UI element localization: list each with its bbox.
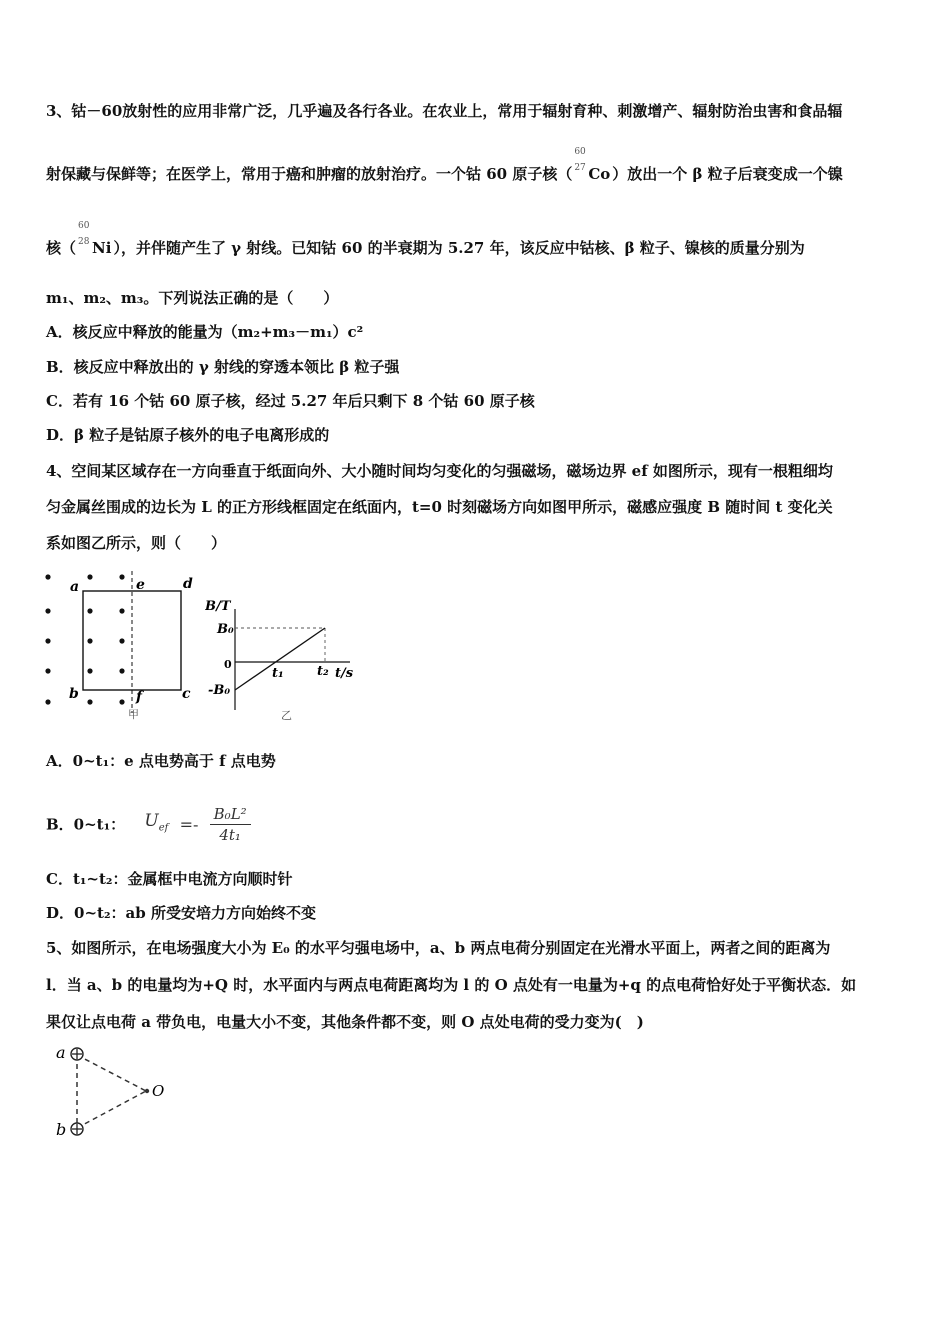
- label-b: b: [69, 686, 79, 702]
- field-dot: [87, 608, 92, 613]
- cobalt-mass-number: 60: [574, 147, 586, 157]
- q4-line-3: 系如图乙所示，则（ ）: [46, 534, 227, 552]
- y-axis-label: B/T: [205, 599, 231, 614]
- q4-option-b-lhs: [144, 806, 168, 843]
- q4-option-b-label: B．0~t₁：: [46, 815, 126, 834]
- field-dot: [119, 668, 124, 673]
- field-dot: [45, 608, 50, 613]
- field-dot: [45, 699, 50, 704]
- nickel-symbol: Ni: [92, 239, 112, 257]
- field-dot: [87, 638, 92, 643]
- t1-label: t₁: [272, 666, 284, 681]
- q4-line-1: 4、空间某区域存在一方向垂直于纸面向外、大小随时间均匀变化的匀强磁场，磁场边界 ef 如图所示，现有一根粗细均: [46, 462, 833, 480]
- q5-line-3: 果仅让点电荷 a 带负电，电量大小不变，其他条件都不变，则 O 点处电荷的受力变为( ): [46, 1013, 644, 1031]
- q3-option-c: C．若有 16 个钴 60 原子核，经过 5.27 年后只剩下 8 个钴 60 原子核: [46, 392, 535, 410]
- q4-option-c: C．t₁~t₂：金属框中电流方向顺时针: [46, 870, 293, 888]
- cobalt-atomic-number: 27: [574, 163, 586, 173]
- field-dots: [45, 574, 124, 704]
- field-dot: [119, 574, 124, 579]
- q5-line-2: l．当 a、b 的电量均为+Q 时，水平面内与两点电荷距离均为 l 的 O 点处有一电量为+q 的点电荷恰好处于平衡状态．如: [46, 976, 857, 994]
- field-dot: [87, 574, 92, 579]
- q4-option-d: D．0~t₂：ab 所受安培力方向始终不变: [46, 904, 316, 922]
- q3-line-4: m₁、m₂、m₃。下列说法正确的是（ ）: [46, 289, 339, 307]
- label-o: O: [152, 1082, 165, 1100]
- q3-line-2-a: 射保藏与保鲜等；在医学上，常用于癌和肿瘤的放射治疗。一个钴 60 原子核（: [46, 165, 573, 183]
- u-symbol: U: [144, 810, 159, 831]
- label-f: f: [136, 689, 143, 705]
- figure-jia: [36, 565, 206, 725]
- figure-yi: [205, 595, 365, 725]
- q3-line-3-b: ），并伴随产生了 γ 射线。已知钴 60 的半衰期为 5.27 年，该反应中钴核、β 粒子、镍核的质量分别为: [113, 239, 805, 257]
- q3-line-1: 3、钴－60放射性的应用非常广泛，几乎遍及各行各业。在农业上，常用于辐射育种、刺激增产、辐射防治虫害和食品辐: [46, 102, 843, 120]
- label-a: a: [70, 579, 80, 595]
- q4-option-a: A．0~t₁：e 点电势高于 f 点电势: [46, 752, 276, 770]
- caption-yi: 乙: [281, 709, 292, 722]
- q5-line-1: 5、如图所示，在电场强度大小为 E₀ 的水平匀强电场中，a、b 两点电荷分别固定在光滑水平面上，两者之间的距离为: [46, 939, 831, 957]
- label-e: e: [136, 577, 145, 593]
- q4-option-b: [46, 804, 251, 845]
- field-dot: [119, 638, 124, 643]
- q4-line-2: 匀金属丝围成的边长为 L 的正方形线框固定在纸面内，t=0 时刻磁场方向如图甲所示，磁感应强度 B 随时间 t 变化关: [46, 498, 833, 516]
- field-dot: [87, 668, 92, 673]
- zero-label: 0: [224, 658, 232, 671]
- figure-charges: [50, 1040, 180, 1145]
- label-d: d: [183, 576, 193, 592]
- point-o: [145, 1089, 149, 1093]
- u-subscript: ef: [158, 822, 169, 834]
- field-dot: [119, 608, 124, 613]
- fraction: [210, 804, 251, 845]
- dashed-line-ao: [77, 1055, 146, 1091]
- nickel-isotope: [78, 221, 112, 258]
- dashed-line-bo: [77, 1091, 146, 1128]
- field-dot: [45, 638, 50, 643]
- x-axis-label: t/s: [335, 666, 354, 681]
- q3-line-2-b: ）放出一个 β 粒子后衰变成一个镍: [612, 165, 843, 183]
- q3-line-3: [46, 221, 805, 258]
- caption-jia: 甲: [128, 708, 139, 721]
- q3-line-2: [46, 147, 843, 184]
- nickel-atomic-number: 28: [78, 237, 90, 247]
- cobalt-isotope: [574, 147, 611, 184]
- label-b: b: [56, 1120, 67, 1139]
- label-a: a: [56, 1043, 66, 1062]
- charge-a-plus-icon: [71, 1048, 83, 1060]
- q3-option-a: A．核反应中释放的能量为（m₂+m₃－m₁）c²: [46, 323, 364, 341]
- q3-line-3-a: 核（: [46, 239, 77, 257]
- q3-option-b: B．核反应中释放出的 γ 射线的穿透本领比 β 粒子强: [46, 358, 400, 376]
- field-dot: [119, 699, 124, 704]
- fraction-numerator: B₀L²: [213, 805, 247, 823]
- field-dot: [87, 699, 92, 704]
- nickel-mass-number: 60: [78, 221, 90, 231]
- label-c: c: [182, 686, 191, 702]
- field-dot: [45, 574, 50, 579]
- square-loop: [83, 591, 181, 690]
- charge-b-plus-icon: [71, 1123, 83, 1135]
- fraction-denominator: 4t₁: [219, 826, 241, 844]
- cobalt-symbol: Co: [588, 165, 611, 183]
- equals-minus: =-: [179, 814, 199, 834]
- t2-label: t₂: [317, 664, 329, 679]
- b0-label: B₀: [217, 622, 234, 637]
- q3-option-d: D．β 粒子是钴原子核外的电子电离形成的: [46, 426, 330, 444]
- field-dot: [45, 668, 50, 673]
- neg-b0-label: -B₀: [208, 683, 231, 698]
